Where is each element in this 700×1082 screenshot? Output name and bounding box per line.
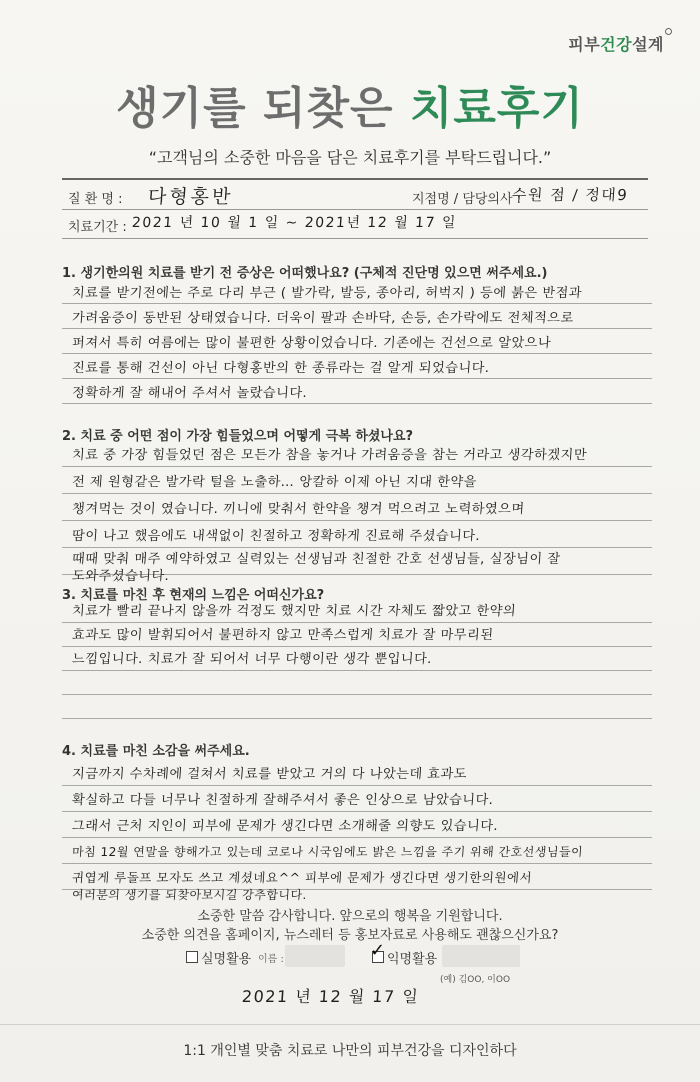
answer-3-line: 치료가 빨리 끝나지 않을까 걱정도 했지만 치료 시간 자체도 짧았고 한약의 (71, 604, 517, 619)
brand-mark-icon (665, 28, 672, 35)
answer-2-line: 챙겨먹는 것이 였습니다. 끼니에 맞춰서 한약을 챙겨 먹으려고 노력하였으며 (71, 502, 526, 517)
divider (62, 238, 648, 239)
question-4: 4. 치료를 마친 소감을 써주세요. (62, 744, 250, 759)
period-value: 2021 년 10 월 1 일 ~ 2021년 12 월 17 일 (131, 215, 458, 231)
signature-date: 2021 년 12 월 17 일 (241, 987, 420, 1006)
disease-label: 질 환 명 : (68, 192, 123, 207)
example-note: (예) 김OO, 이OO (440, 975, 511, 985)
answer-2-line: 땀이 나고 했음에도 내색없이 친절하고 정확하게 진료해 주셨습니다. (71, 529, 481, 544)
answer-1-line: 치료를 받기전에는 주로 다리 부근 ( 발가락, 발등, 종아리, 허벅지 ) 등에 붉은 반점과 (71, 286, 583, 301)
closing-consent-question: 소중한 의견을 홈페이지, 뉴스레터 등 홍보자료로 사용해도 괜찮으신가요? (141, 928, 559, 943)
question-3: 3. 치료를 마친 후 현재의 느낌은 어떠신가요? (62, 588, 325, 603)
answer-4-line: 여러분의 생기를 되찾아보시길 강추합니다. (71, 888, 308, 902)
answer-3-line: 느낌입니다. 치료가 잘 되어서 너무 다행이란 생각 뿐입니다. (71, 652, 433, 667)
answer-4-line: 귀엽게 루돌프 모자도 쓰고 계셨네요^^ 피부에 문제가 생긴다면 생기한의원에서 (71, 870, 533, 885)
answer-3-line: 효과도 많이 발휘되어서 불편하지 않고 만족스럽게 치료가 잘 마무리된 (71, 628, 494, 643)
answer-4-line: 지금까지 수차례에 걸쳐서 치료를 받았고 거의 다 나았는데 효과도 (71, 767, 468, 782)
period-label: 치료기간 : (68, 220, 127, 235)
answer-4-line: 확실하고 다들 너무나 친절하게 잘해주셔서 좋은 인상으로 남았습니다. (71, 793, 494, 808)
page-subtitle: “고객님의 소중한 마음을 담은 치료후기를 부탁드립니다.” (148, 148, 552, 167)
page-title: 생기를 되찾은 치료후기 (116, 83, 584, 134)
answer-2-line: 치료 중 가장 힘들었던 점은 모든가 참을 놓거나 가려움증을 참는 거라고 생각하겠지만 (71, 448, 588, 463)
footer-slogan: 1:1 개인별 맞춤 치료로 나만의 피부건강을 디자인하다 (183, 1043, 517, 1059)
answer-rule (62, 718, 652, 719)
divider (62, 178, 648, 180)
real-name-checkbox[interactable] (186, 951, 198, 963)
answer-2-line: 때때 맞춰 매주 예약하였고 실력있는 선생님과 친절한 간호 선생님들, 실장님이 잘 (71, 552, 562, 567)
question-1: 1. 생기한의원 치료를 받기 전 증상은 어떠했나요? (구체적 진단명 있으면 써주세요.) (62, 266, 548, 281)
answer-1-line: 진료를 통해 건선이 아닌 다형홍반의 한 종류라는 걸 알게 되었습니다. (71, 361, 491, 376)
checkmark-icon: ✓ (370, 940, 386, 961)
divider (62, 209, 648, 210)
answer-4-line: 그래서 근처 지인이 피부에 문제가 생긴다면 소개해줄 의향도 있습니다. (71, 819, 499, 834)
closing-thanks: 소중한 말씀 감사합니다. 앞으로의 행복을 기원합니다. (197, 909, 503, 924)
branch-value: 수원 점 / 정대9 (511, 186, 629, 204)
answer-1-line: 퍼져서 특히 여름에는 많이 불편한 상황이었습니다. 기존에는 건선으로 알았으나 (71, 336, 552, 351)
answer-1-line: 가려움증이 동반된 상태였습니다. 더욱이 팔과 손바닥, 손등, 손가락에도 전체적으로 (71, 311, 575, 326)
brand-logo: 피부건강설계 (568, 35, 664, 54)
answer-2-line: 전 제 원형같은 발가락 털을 노출하… 앙칼하 이제 아닌 지대 한약을 (71, 475, 478, 490)
answer-4-line: 마침 12월 연말을 향해가고 있는데 코로나 시국임에도 밝은 느낌을 주기 위해 간호선생님들이 (71, 845, 584, 859)
real-name-option-label: 실명활용 (201, 952, 252, 967)
disease-value: 다형홍반 (147, 186, 235, 208)
name-field-label: 이름 : (258, 954, 284, 965)
answer-rule (62, 694, 652, 695)
branch-label: 지점명 / 담당의사 : (412, 192, 522, 207)
answer-1-line: 정확하게 잘 해내어 주셔서 놀랐습니다. (71, 386, 308, 401)
anonymous-name-field[interactable] (442, 945, 520, 967)
divider (0, 1024, 700, 1025)
answer-2-line: 도와주셨습니다. (71, 569, 170, 584)
name-field[interactable] (285, 945, 345, 967)
anonymous-option-label: 익명활용 (387, 952, 438, 967)
question-2: 2. 치료 중 어떤 점이 가장 힘들었으며 어떻게 극복 하셨나요? (62, 429, 414, 444)
